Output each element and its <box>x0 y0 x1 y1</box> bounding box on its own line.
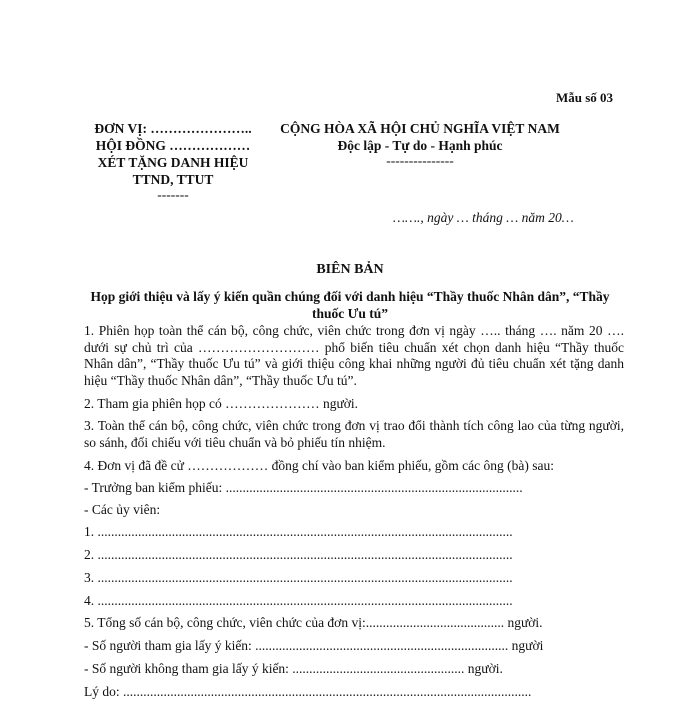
paragraph-2: 2. Tham gia phiên họp có ………………… người. <box>84 396 359 411</box>
right-header-separator: --------------- <box>386 153 454 168</box>
member-line-3: 3. ........................................................................................................................... <box>84 570 513 585</box>
national-motto: Độc lập - Tự do - Hạnh phúc <box>337 138 503 153</box>
document-title: BIÊN BẢN <box>316 262 384 277</box>
document-subtitle: Họp giới thiệu và lấy ý kiến quần chúng đối với danh hiệu “Thầy thuốc Nhân dân”, “Thầy thuốc Ưu tú” <box>90 289 610 321</box>
member-line-1: 1. ........................................................................................................................... <box>84 524 513 539</box>
national-header <box>270 120 570 168</box>
member-line-2: 2. ........................................................................................................................... <box>84 547 513 562</box>
unit-line: ĐƠN VỊ: ………………….. <box>94 121 252 136</box>
council-purpose-line: XÉT TẶNG DANH HIỆU <box>97 155 249 170</box>
reason-line: Lý do: ......................................................................................................................... <box>84 684 532 699</box>
paragraph-4: 4. Đơn vị đã đề cử ……………… đồng chí vào ban kiểm phiếu, gồm các ông (bà) sau: <box>84 458 554 473</box>
participants-line: - Số người tham gia lấy ý kiến: ........................................................................... người <box>84 638 544 653</box>
issuing-unit-header <box>78 120 268 202</box>
paragraph-5: 5. Tổng số cán bộ, công chức, viên chức của đơn vị:......................................... người. <box>84 615 543 630</box>
head-counter-line: - Trưởng ban kiểm phiếu: ........................................................................................ <box>84 480 523 495</box>
council-line: HỘI ĐỒNG ……………… <box>95 138 251 153</box>
non-participants-line: - Số người không tham gia lấy ý kiến: ................................................... người. <box>84 661 503 676</box>
award-titles-line: TTND, TTUT <box>132 172 214 187</box>
paragraph-3: 3. Toàn thể cán bộ, công chức, viên chức trong đơn vị trao đổi thành tích công lao của từng người, so sánh, đối chiếu với tiêu chuẩn và bỏ phiếu tín nhiệm. <box>84 418 624 450</box>
paragraph-1: 1. Phiên họp toàn thể cán bộ, công chức, viên chức trong đơn vị ngày ….. tháng …. năm 20 …. dưới sự chủ trì của ……………………… phổ biến tiêu chuẩn xét chọn danh hiệu “Thầy thuốc Nhân dân”, “Thầy thuốc Ưu tú” và giới thiệu công khai những người đủ tiêu chuẩn xét tặng danh hiệu “Thầy thuốc Nhân dân”, “Thầy thuốc Ưu tú”. <box>84 323 624 388</box>
country-name: CỘNG HÒA XÃ HỘI CHỦ NGHĨA VIỆT NAM <box>280 121 560 136</box>
members-label: - Các ủy viên: <box>84 502 161 517</box>
member-line-4: 4. ........................................................................................................................... <box>84 593 513 608</box>
left-header-separator: ------- <box>157 187 189 202</box>
date-line: ……., ngày … tháng … năm 20… <box>393 210 574 225</box>
form-code: Mẫu số 03 <box>556 90 614 105</box>
